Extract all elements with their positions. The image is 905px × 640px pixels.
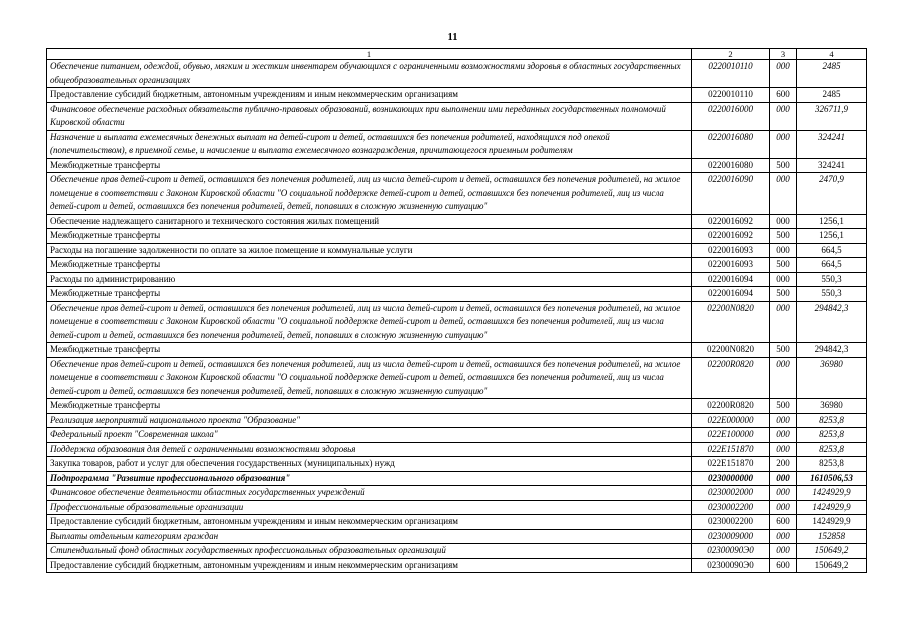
row-type-cell: 000: [770, 272, 797, 287]
row-type-cell: 500: [770, 399, 797, 414]
row-sum-cell: 294842,3: [797, 301, 867, 343]
row-sum-cell: 1424929,9: [797, 515, 867, 530]
row-name-cell: Предоставление субсидий бюджетным, автономным учреждениям и иным некоммерческим организациям: [47, 88, 692, 103]
row-name-cell: Обеспечение прав детей-сирот и детей, оставшихся без попечения родителей, лиц из числа детей-сирот и детей, оставшихся без попечения родителей, на жилое помещение в соответствии с Законом Кировской области "О социальной поддержке детей-сирот и детей, оставшихся без попечения родителей, лиц из числа детей-сирот и детей, оставшихся без попечения родителей, детей, попавших в сложную жизненную ситуацию": [47, 357, 692, 399]
row-code-cell: 0230002200: [692, 500, 770, 515]
row-type-cell: 000: [770, 413, 797, 428]
table-row: [47, 60, 867, 88]
table-row: [47, 130, 867, 158]
row-code-cell: 02200N0820: [692, 301, 770, 343]
row-type-cell: 500: [770, 258, 797, 273]
row-type-cell: 500: [770, 287, 797, 302]
row-code-cell: 0220016093: [692, 258, 770, 273]
row-type-cell: 000: [770, 173, 797, 215]
page-number: 11: [447, 32, 458, 43]
row-type-cell: 000: [770, 130, 797, 158]
row-name-cell: Финансовое обеспечение деятельности областных государственных учреждений: [47, 486, 692, 501]
row-code-cell: 022E151870: [692, 457, 770, 472]
budget-table: [46, 48, 867, 573]
row-name-cell: Назначение и выплата ежемесячных денежных выплат на детей-сирот и детей, оставшихся без попечения родителей, находящихся под опекой (попечительством), в приемной семье, и начисление и выплата ежемесячного вознаграждения, причитающегося приемным родителям: [47, 130, 692, 158]
table-row: [47, 258, 867, 273]
table-row: [47, 173, 867, 215]
row-sum-cell: 2485: [797, 88, 867, 103]
row-name-cell: Межбюджетные трансферты: [47, 158, 692, 173]
row-code-cell: 0220016093: [692, 243, 770, 258]
row-type-cell: 000: [770, 214, 797, 229]
row-type-cell: 600: [770, 558, 797, 573]
row-sum-cell: 8253,8: [797, 457, 867, 472]
row-code-cell: 0230002000: [692, 486, 770, 501]
row-code-cell: 0220016092: [692, 214, 770, 229]
row-code-cell: 0230000000: [692, 471, 770, 486]
row-code-cell: 02300090Э0: [692, 544, 770, 559]
row-sum-cell: 152858: [797, 529, 867, 544]
row-name-cell: Закупка товаров, работ и услуг для обеспечения государственных (муниципальных) нужд: [47, 457, 692, 472]
row-type-cell: 000: [770, 243, 797, 258]
row-type-cell: 000: [770, 442, 797, 457]
table-row: [47, 158, 867, 173]
row-code-cell: 0220016090: [692, 173, 770, 215]
row-name-cell: Межбюджетные трансферты: [47, 287, 692, 302]
header-col-1: 1: [47, 49, 692, 60]
row-code-cell: 022E100000: [692, 428, 770, 443]
row-sum-cell: 2485: [797, 60, 867, 88]
row-code-cell: 0230002200: [692, 515, 770, 530]
row-type-cell: 000: [770, 428, 797, 443]
row-type-cell: 000: [770, 301, 797, 343]
table-row: [47, 343, 867, 358]
row-name-cell: Межбюджетные трансферты: [47, 258, 692, 273]
table-header-row: [47, 49, 867, 60]
row-code-cell: 0220016092: [692, 229, 770, 244]
table-row: [47, 214, 867, 229]
header-col-3: 3: [770, 49, 797, 60]
row-code-cell: 022E000000: [692, 413, 770, 428]
row-sum-cell: 324241: [797, 130, 867, 158]
row-name-cell: Реализация мероприятий национального проекта "Образование": [47, 413, 692, 428]
row-type-cell: 600: [770, 88, 797, 103]
row-sum-cell: 36980: [797, 357, 867, 399]
row-sum-cell: 2470,9: [797, 173, 867, 215]
row-name-cell: Межбюджетные трансферты: [47, 343, 692, 358]
row-name-cell: Обеспечение прав детей-сирот и детей, оставшихся без попечения родителей, лиц из числа детей-сирот и детей, оставшихся без попечения родителей, на жилое помещение в соответствии с Законом Кировской области "О социальной поддержке детей-сирот и детей, оставшихся без попечения родителей, лиц из числа детей-сирот и детей, оставшихся без попечения родителей, детей, попавших в сложную жизненную ситуацию": [47, 301, 692, 343]
header-col-4: 4: [797, 49, 867, 60]
row-sum-cell: 1256,1: [797, 229, 867, 244]
row-sum-cell: 8253,8: [797, 442, 867, 457]
table-row: [47, 272, 867, 287]
table-row: [47, 442, 867, 457]
table-row: [47, 301, 867, 343]
row-code-cell: 0230009000: [692, 529, 770, 544]
row-name-cell: Межбюджетные трансферты: [47, 229, 692, 244]
row-sum-cell: 150649,2: [797, 558, 867, 573]
row-code-cell: 02200R0820: [692, 399, 770, 414]
row-sum-cell: 150649,2: [797, 544, 867, 559]
table-row: [47, 529, 867, 544]
row-type-cell: 000: [770, 102, 797, 130]
table-row: [47, 544, 867, 559]
row-sum-cell: 8253,8: [797, 428, 867, 443]
row-name-cell: Финансовое обеспечение расходных обязательств публично-правовых образований, возникающих при выполнении ими переданных государственных полномочий Кировской области: [47, 102, 692, 130]
row-sum-cell: 1610506,53: [797, 471, 867, 486]
row-sum-cell: 550,3: [797, 287, 867, 302]
row-type-cell: 500: [770, 158, 797, 173]
row-name-cell: Обеспечение надлежащего санитарного и технического состояния жилых помещений: [47, 214, 692, 229]
row-code-cell: 0220016094: [692, 272, 770, 287]
row-type-cell: 000: [770, 486, 797, 501]
row-name-cell: Стипендиальный фонд областных государственных профессиональных образовательных организаций: [47, 544, 692, 559]
row-type-cell: 000: [770, 60, 797, 88]
row-code-cell: 022E151870: [692, 442, 770, 457]
row-name-cell: Обеспечение прав детей-сирот и детей, оставшихся без попечения родителей, лиц из числа детей-сирот и детей, оставшихся без попечения родителей, на жилое помещение в соответствии с Законом Кировской области "О социальной поддержке детей-сирот и детей, оставшихся без попечения родителей, лиц из числа детей-сирот и детей, оставшихся без попечения родителей, детей, попавших в сложную жизненную ситуацию": [47, 173, 692, 215]
row-name-cell: Межбюджетные трансферты: [47, 399, 692, 414]
table-row: [47, 399, 867, 414]
table-row: [47, 102, 867, 130]
row-name-cell: Поддержка образования для детей с ограниченными возможностями здоровья: [47, 442, 692, 457]
table-row: [47, 413, 867, 428]
row-sum-cell: 664,5: [797, 258, 867, 273]
row-name-cell: Выплаты отдельным категориям граждан: [47, 529, 692, 544]
row-type-cell: 000: [770, 471, 797, 486]
table-row: [47, 500, 867, 515]
row-code-cell: 0220016080: [692, 158, 770, 173]
row-name-cell: Профессиональные образовательные организации: [47, 500, 692, 515]
table-row: [47, 486, 867, 501]
row-code-cell: 0220010110: [692, 60, 770, 88]
row-sum-cell: 8253,8: [797, 413, 867, 428]
row-type-cell: 000: [770, 357, 797, 399]
row-name-cell: Расходы по администрированию: [47, 272, 692, 287]
table-row: [47, 287, 867, 302]
row-type-cell: 500: [770, 229, 797, 244]
row-code-cell: 02200R0820: [692, 357, 770, 399]
row-sum-cell: 324241: [797, 158, 867, 173]
row-sum-cell: 36980: [797, 399, 867, 414]
row-name-cell: Подпрограмма "Развитие профессионального образования": [47, 471, 692, 486]
row-sum-cell: 550,3: [797, 272, 867, 287]
row-type-cell: 000: [770, 544, 797, 559]
row-sum-cell: 1424929,9: [797, 500, 867, 515]
row-code-cell: 0220010110: [692, 88, 770, 103]
row-type-cell: 500: [770, 343, 797, 358]
row-code-cell: 0220016080: [692, 130, 770, 158]
row-name-cell: Обеспечение питанием, одеждой, обувью, мягким и жестким инвентарем обучающихся с ограниченными возможностями здоровья в областных государственных общеобразовательных организациях: [47, 60, 692, 88]
table-row: [47, 229, 867, 244]
row-name-cell: Федеральный проект "Современная школа": [47, 428, 692, 443]
table-row: [47, 457, 867, 472]
row-sum-cell: 294842,3: [797, 343, 867, 358]
row-name-cell: Расходы на погашение задолженности по оплате за жилое помещение и коммунальные услуги: [47, 243, 692, 258]
row-type-cell: 200: [770, 457, 797, 472]
row-type-cell: 000: [770, 529, 797, 544]
row-name-cell: Предоставление субсидий бюджетным, автономным учреждениям и иным некоммерческим организациям: [47, 515, 692, 530]
row-code-cell: 02300090Э0: [692, 558, 770, 573]
row-type-cell: 600: [770, 515, 797, 530]
row-code-cell: 0220016000: [692, 102, 770, 130]
row-code-cell: 0220016094: [692, 287, 770, 302]
row-sum-cell: 326711,9: [797, 102, 867, 130]
row-sum-cell: 1424929,9: [797, 486, 867, 501]
row-type-cell: 000: [770, 500, 797, 515]
table-row: [47, 88, 867, 103]
table-row: [47, 357, 867, 399]
table-row: [47, 515, 867, 530]
table-row: [47, 558, 867, 573]
row-name-cell: Предоставление субсидий бюджетным, автономным учреждениям и иным некоммерческим организациям: [47, 558, 692, 573]
table-row: [47, 243, 867, 258]
row-sum-cell: 1256,1: [797, 214, 867, 229]
row-code-cell: 02200N0820: [692, 343, 770, 358]
row-sum-cell: 664,5: [797, 243, 867, 258]
header-col-2: 2: [692, 49, 770, 60]
table-row: [47, 428, 867, 443]
table-row: [47, 471, 867, 486]
